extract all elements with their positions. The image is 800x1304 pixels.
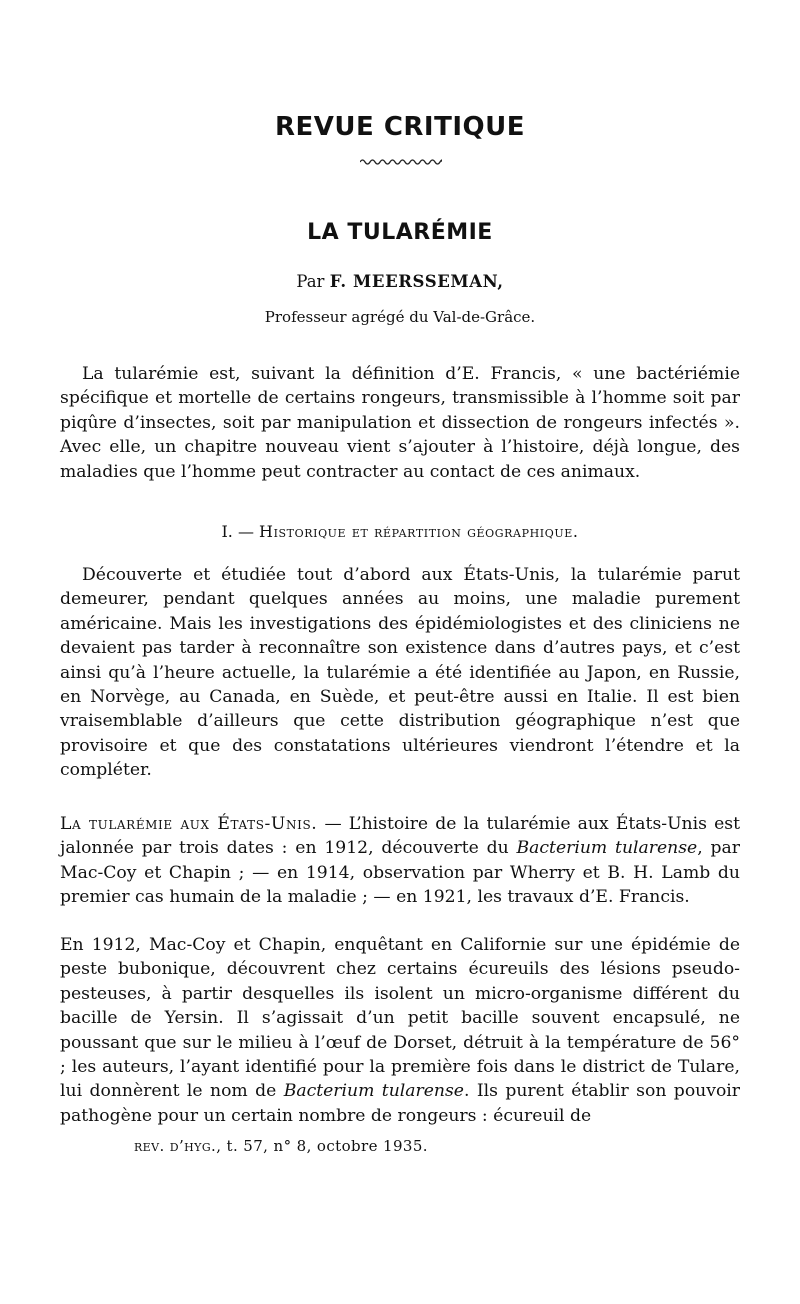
usa-subheading: La tularémie aux États-Unis. [60, 814, 318, 834]
page-footer [134, 1137, 428, 1155]
wavy-ornament-icon [360, 158, 442, 166]
usa-text-1a: — L’histoire de la tularémie aux États-Unis est jalonnée par trois dates : en 1912, découverte du [60, 814, 740, 859]
section-heading [0, 522, 800, 541]
footer-journal: rev. d’hyg., [134, 1137, 222, 1155]
history-text: Découverte et étudiée tout d’abord aux États-Unis, la tularémie parut demeurer, pendant quelques années au moins, une maladie purement américaine. Mais les investigations des épidémiologistes et des cliniciens ne devaient pas tarder à reconnaître son existence dans d’autres pays, et c’est ainsi qu’à l’heure actuelle, la tularémie a été identifiée au Japon, en Russie, en Norvège, au Canada, en Suède, et peut-être aussi en Italie. Il est bien vraisemblable d’ailleurs que cette distribution géographique n’est que provisoire et que des constatations ultérieures viendront l’étendre et la compléter. [60, 565, 740, 781]
usa-paragraph-1 [60, 812, 740, 910]
species-name-2: Bacterium tularense [283, 1081, 464, 1102]
usa-text-2a: En 1912, Mac-Coy et Chapin, enquêtant en Californie sur une épidémie de peste bubonique, découvrent chez certains écureuils des lésions pseudo-pesteuses, à partir desquelles ils isolent un micro-organisme différent du bacille de Yersin. Il s’agissait d’un petit bacille souvent encapsulé, ne poussant que sur le milieu à l’œuf de Dorset, détruit à la température de 56° ; les auteurs, l’ayant identifié pour la première fois dans le district de Tulare, lui donnèrent le nom de [60, 935, 740, 1102]
usa-paragraph-2 [60, 933, 740, 1128]
byline-prefix: Par [296, 272, 325, 291]
intro-text: La tularémie est, suivant la définition d’E. Francis, « une bactériémie spécifique et mortelle de certains rongeurs, transmissible à l’homme soit par piqûre d’insectes, soit par manipulation et dissection de rongeurs infectés ». Avec elle, un chapitre nouveau vient s’ajouter à l’histoire, déjà longue, des maladies que l’homme peut contracter au contact de ces animaux. [60, 364, 740, 482]
section-number: I. — [221, 522, 254, 541]
species-name: Bacterium tularense [516, 838, 698, 859]
author-affiliation: Professeur agrégé du Val-de-Grâce. [264, 308, 536, 326]
usa-text-2c: . Ils purent établir son pouvoir pathogène pour un certain nombre de rongeurs : écureuil de [60, 1081, 741, 1126]
article-title: LA TULARÉMIE [307, 220, 493, 245]
byline [0, 272, 800, 291]
footer-citation: t. 57, n° 8, octobre 1935. [226, 1137, 428, 1155]
intro-paragraph [60, 362, 740, 484]
running-header-title: REVUE CRITIQUE [275, 112, 525, 142]
usa-text-1c: , par Mac-Coy et Chapin ; — en 1914, observation par Wherry et B. H. Lamb du premier cas humain de la maladie ; — en 1921, les travaux d’E. Francis. [60, 838, 740, 908]
section-title: Historique et répartition géographique. [259, 522, 579, 541]
author-name: F. MEERSSEMAN, [329, 272, 504, 291]
history-paragraph [60, 563, 740, 783]
